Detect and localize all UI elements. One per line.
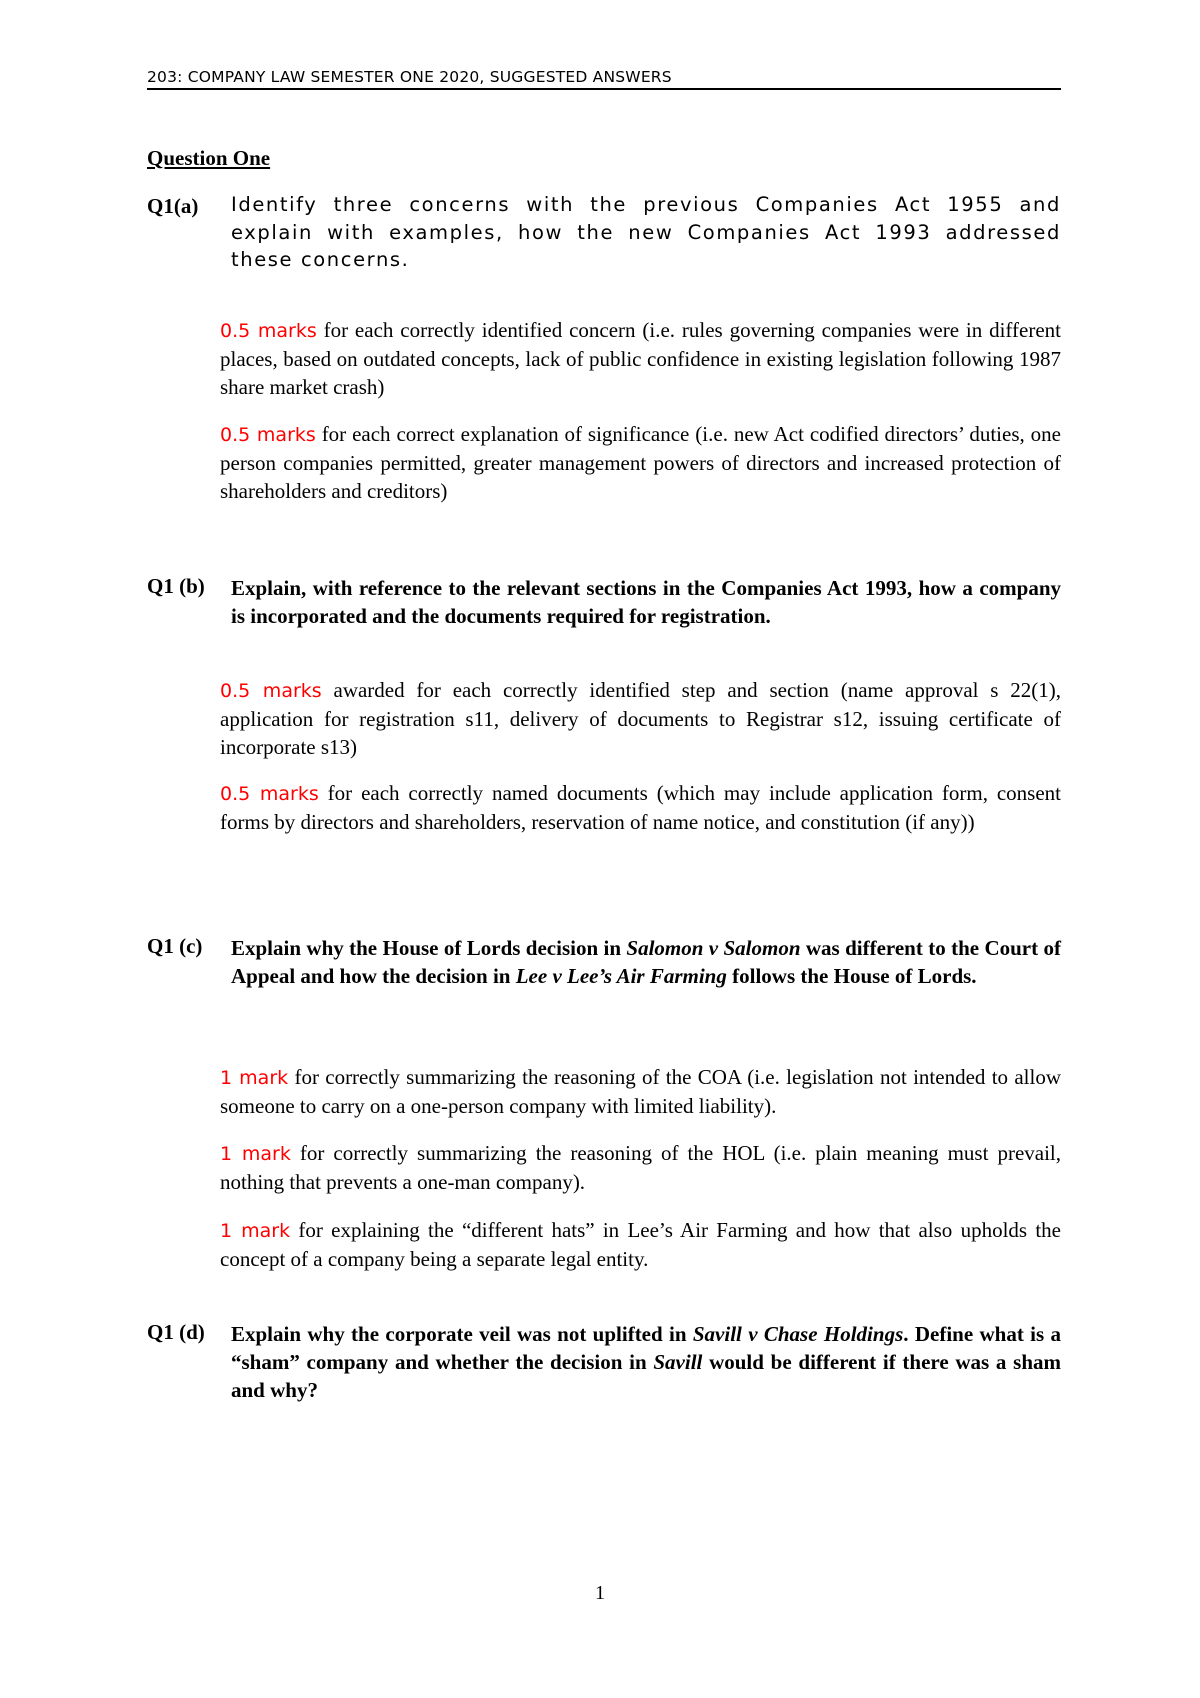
case-name: Savill [653, 1350, 703, 1374]
marking-criterion [220, 420, 1061, 505]
case-name: Savill v Chase Holdings [692, 1322, 904, 1346]
question-text: Explain why the House of Lords decision in Salomon v Salomon was different to the Court of Appeal and how the decision in Lee v Lee’s Air Farming follows the House of Lords. [231, 936, 1061, 988]
marking-criterion [220, 779, 1061, 836]
case-name: Salomon v Salomon [626, 936, 801, 960]
question-text: Explain, with reference to the relevant sections in the Companies Act 1993, how a company is incorporated and the documents required for registration. [231, 576, 1061, 628]
marks-value: 0.5 marks [220, 783, 319, 805]
criterion-text: for each correctly identified concern (i.e. rules governing companies were in different places, based on outdated concepts, lack of public confidence in existing legislation following 1987 share market crash) [220, 318, 1061, 399]
criterion-text: for correctly summarizing the reasoning of the COA (i.e. legislation not intended to allow someone to carry on a one-person company with limited liability). [220, 1065, 1061, 1118]
criterion-text: for each correctly named documents (which may include application form, consent forms by directors and shareholders, reservation of name notice, and constitution (if any)) [220, 781, 1062, 834]
question-label: Q1 (d) [147, 1320, 205, 1344]
question-1d [147, 1320, 1061, 1404]
criterion-text: for each correct explanation of significance (i.e. new Act codified directors’ duties, one person companies permitted, greater management powers of directors and increased protection of shareholders and creditors) [220, 422, 1061, 503]
marks-value: 0.5 marks [220, 680, 322, 702]
criterion-text: for correctly summarizing the reasoning of the HOL (i.e. plain meaning must prevail, nothing that prevents a one-man company). [220, 1141, 1062, 1194]
question-1c [147, 934, 1061, 990]
page-header: 203: COMPANY LAW SEMESTER ONE 2020, SUGGESTED ANSWERS [147, 68, 1061, 90]
marks-value: 0.5 marks [220, 320, 317, 342]
case-name: Lee v Lee’s Air Farming [515, 964, 727, 988]
question-label: Q1 (c) [147, 934, 203, 958]
marks-value: 1 mark [220, 1143, 291, 1165]
section-heading: Question One [147, 146, 271, 170]
question-1b [147, 574, 1061, 630]
criterion-text: for explaining the “different hats” in Lee’s Air Farming and how that also upholds the concept of a company being a separate legal entity. [220, 1218, 1061, 1271]
marking-criterion [220, 1139, 1061, 1196]
criterion-text: awarded for each correctly identified step and section (name approval s 22(1), application for registration s11, delivery of documents to Registrar s12, issuing certificate of incorporate s13) [220, 678, 1062, 759]
question-text: Explain why the corporate veil was not uplifted in Savill v Chase Holdings. Define what is a “sham” company and whether the decision in Savill would be different if there was a sham and why? [231, 1322, 1061, 1402]
marking-criterion [220, 316, 1061, 401]
marks-value: 1 mark [220, 1220, 291, 1242]
marks-value: 0.5 marks [220, 424, 316, 446]
marking-criterion [220, 1216, 1061, 1273]
question-1a [147, 191, 1061, 274]
marking-criterion [220, 1063, 1061, 1120]
question-text: Identify three concerns with the previous Companies Act 1955 and explain with examples, how the new Companies Act 1993 addressed these concerns. [231, 193, 1061, 271]
marking-criterion [220, 676, 1061, 761]
question-label: Q1 (b) [147, 574, 205, 598]
page-number: 1 [595, 1582, 605, 1604]
question-label: Q1(a) [147, 194, 199, 218]
marks-value: 1 mark [220, 1067, 289, 1089]
